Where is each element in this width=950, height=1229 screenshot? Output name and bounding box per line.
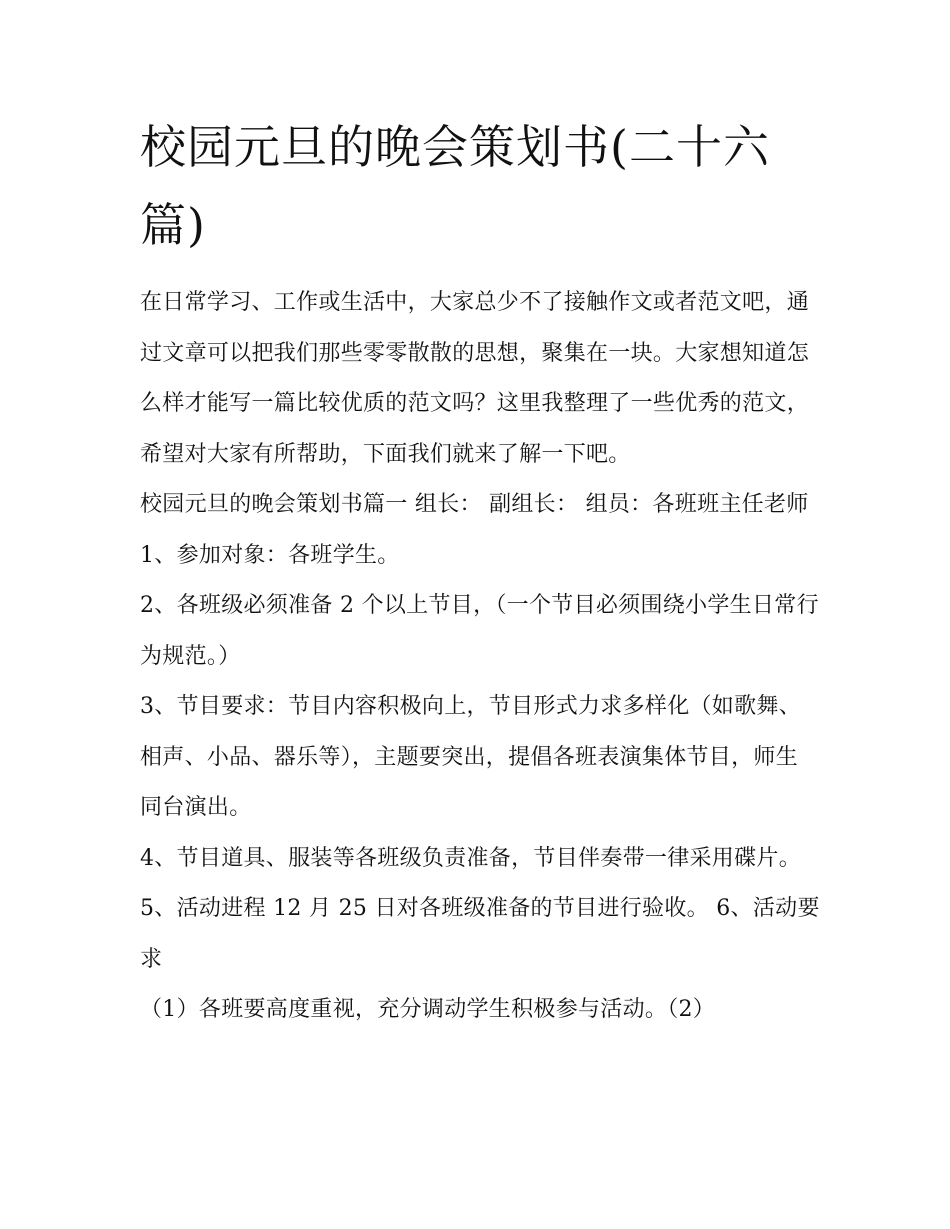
paragraph-item-3: 3、节目要求：节目内容积极向上，节目形式力求多样化（如歌舞、相声、小品、器乐等），主题要突出，提倡各班表演集体节目，师生同台演出。 bbox=[140, 694, 801, 820]
paragraph-item-2: 2、各班级必须准备 2 个以上节目，（一个节目必须围绕小学生日常行为规范。） bbox=[140, 593, 819, 669]
document-title: 校园元旦的晚会策划书(二十六篇) bbox=[140, 120, 770, 252]
paragraph-requirement-1: （1）各班要高度重视，充分调动学生积极参与活动。（2） bbox=[140, 997, 716, 1022]
paragraph-organizers: 校园元旦的晚会策划书篇一 组长： 副组长： 组员：各班班主任老师 1、参加对象：各班学生。 bbox=[140, 492, 809, 568]
paragraph-intro: 在日常学习、工作或生活中，大家总少不了接触作文或者范文吧，通过文章可以把我们那些零零散散的思想，聚集在一块。大家想知道怎么样才能写一篇比较优质的范文吗？这里我整理了一些优秀的范文，希望对大家有所帮助，下面我们就来了解一下吧。 bbox=[140, 290, 810, 467]
document-body bbox=[140, 278, 820, 1036]
paragraph-item-4: 4、节目道具、服装等各班级负责准备，节目伴奏带一律采用碟片。 5、活动进程 12 月 25 日对各班级准备的节目进行验收。 6、活动要求 bbox=[140, 845, 820, 972]
